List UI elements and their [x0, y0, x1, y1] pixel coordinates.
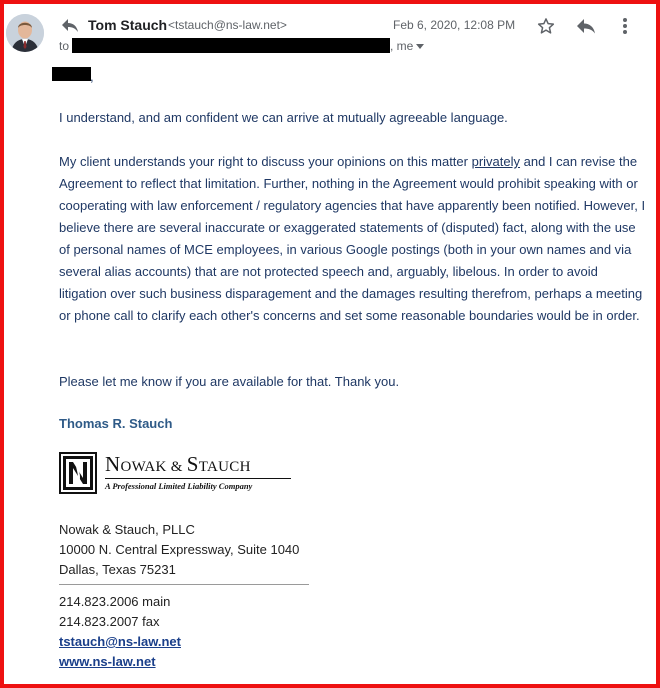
phone-main: 214.823.2006 main	[59, 594, 171, 609]
firm-logo-mark	[59, 452, 97, 494]
greeting-comma: ,	[90, 69, 94, 84]
redacted-greeting	[52, 67, 91, 81]
email-link[interactable]: tstauch@ns-law.net	[59, 634, 181, 649]
reply-button[interactable]	[575, 16, 597, 36]
underlined-word: privately	[471, 154, 521, 169]
firm-logo-name: NOWAK & STAUCH	[105, 452, 251, 476]
email-message	[4, 4, 656, 684]
avatar-photo	[6, 14, 44, 52]
paragraph-text: and I can revise the Agreement to reflect that limitation. Further, nothing in the Agreement would prohibit speaking with or cooperating with law enforcement / regulatory agencies that have apparently been notified. However, I believe there are several inaccurate or exaggerated statements of (disputed) fact, along with the use of personal names of MCE employees, in various Google postings (both in your own names and via several alias accounts) that are not protected speech and, arguably, libelous. In order to avoid litigation over such business disparagement and the damages resulting therefrom, perhaps a meeting or phone call to clarify each other's concerns and set some reasonable boundaries would be in order.	[59, 154, 646, 323]
website-link[interactable]: www.ns-law.net	[59, 654, 156, 669]
recipients-label: to	[59, 39, 70, 53]
firm-tagline: A Professional Limited Liability Company	[105, 481, 253, 491]
star-icon[interactable]	[536, 16, 556, 36]
phone-fax: 214.823.2007 fax	[59, 614, 160, 629]
signature-name: Thomas R. Stauch	[59, 416, 173, 431]
sender-name: Tom Stauch	[88, 17, 168, 33]
address-line: Dallas, Texas 75231	[59, 562, 176, 577]
chevron-down-icon[interactable]	[416, 44, 424, 49]
redacted-recipients	[72, 38, 390, 53]
more-options-button[interactable]	[618, 16, 632, 36]
body-paragraph	[59, 151, 649, 327]
logo-divider	[105, 478, 291, 479]
address-line: 10000 N. Central Expressway, Suite 1040	[59, 542, 300, 557]
reply-icon[interactable]	[60, 17, 80, 35]
reply-icon	[575, 16, 597, 36]
recipients-me: , me	[390, 39, 414, 53]
signature-divider	[59, 584, 309, 585]
firm-name: Nowak & Stauch, PLLC	[59, 522, 195, 537]
paragraph-text: My client understands your right to discuss your opinions on this matter	[59, 154, 472, 169]
firm-logo	[59, 452, 293, 496]
more-vert-icon	[618, 16, 632, 36]
sender-email: <tstauch@ns-law.net>	[168, 18, 287, 32]
body-paragraph: Please let me know if you are available for that. Thank you.	[59, 374, 400, 389]
avatar[interactable]	[6, 14, 44, 52]
body-paragraph: I understand, and am confident we can arrive at mutually agreeable language.	[59, 110, 508, 125]
message-date: Feb 6, 2020, 12:08 PM	[393, 18, 516, 32]
